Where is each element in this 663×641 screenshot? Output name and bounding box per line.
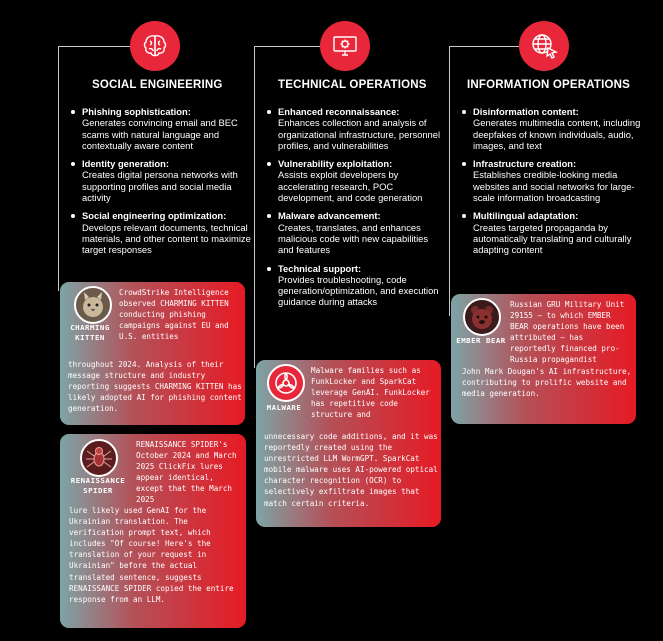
charming-kitten-label: CHARMING KITTEN (70, 323, 110, 342)
list-item: Infrastructure creation: Establishes credible-looking media websites and social networks for large-scale information broadcasting (461, 158, 641, 203)
renaissance-spider-avatar (80, 439, 118, 477)
column-title-information-operations: INFORMATION OPERATIONS (467, 79, 631, 91)
ember-bear-card (451, 294, 636, 424)
social-engineering-icon-badge (130, 21, 180, 71)
ember-bear-text-bottom: John Mark Dougan's AI infrastructure, contributing to prolific website and media generation. (462, 367, 632, 399)
information-operations-list (461, 106, 641, 263)
list-item: Enhanced reconnaissance: Enhances collection and analysis of organizational infrastructure, personnel profiles, and vulnerabilities (266, 106, 446, 151)
charming-kitten-card (60, 282, 245, 425)
list-item: Disinformation content: Generates multimedia content, including deepfakes of known individuals, audio, images, and text (461, 106, 641, 151)
technical-operations-icon-badge (320, 21, 370, 71)
list-item: Identity generation: Creates digital persona networks with supporting profiles and social media activity (70, 158, 255, 203)
renaissance-spider-label: RENAISSANCE SPIDER (70, 476, 126, 495)
malware-label: MALWARE (266, 403, 302, 412)
gear-monitor-icon (330, 31, 360, 61)
column-title-technical-operations: TECHNICAL OPERATIONS (278, 79, 427, 91)
list-item: Vulnerability exploitation: Assists exploit developers by accelerating research, POC development, and code generation (266, 158, 446, 203)
list-item: Social engineering optimization: Develops relevant documents, technical materials, and other content to maximize target responses (70, 210, 255, 255)
connector-line (254, 46, 255, 368)
malware-card (256, 360, 441, 527)
cat-icon (76, 288, 110, 322)
list-item: Technical support: Provides troubleshooting, code generation/optimization, and execution guidance during attacks (266, 263, 446, 308)
information-operations-icon-badge (519, 21, 569, 71)
list-item: Multilingual adaptation: Creates targeted propaganda by automatically translating and culturally adapting content (461, 210, 641, 255)
social-engineering-list (70, 106, 255, 263)
technical-operations-list (266, 106, 446, 315)
globe-cursor-icon (529, 31, 559, 61)
malware-text-bottom: unnecessary code additions, and it was reportedly created using the unrestricted LLM WormGPT. SparkCat mobile malware uses AI-powered optical character recognition (OCR) to selectively exfiltrate images that match certain criteria. (264, 432, 438, 508)
brain-icon (140, 31, 170, 61)
column-title-social-engineering: SOCIAL ENGINEERING (92, 79, 223, 91)
bear-icon (465, 300, 499, 334)
connector-line (58, 46, 130, 47)
ember-bear-text-top: Russian GRU Military Unit 29155 — to which EMBER BEAR operations have been attributed — has reportedly financed pro-Russia propagandist (510, 300, 625, 365)
connector-line (254, 46, 320, 47)
malware-text-top: Malware families such as FunkLocker and SparkCat leverage GenAI. FunkLocker has repetitive code structure and (311, 366, 430, 420)
renaissance-spider-text-top: RENAISSANCE SPIDER's October 2024 and March 2025 ClickFix lures appear identical, except that the March 2025 (136, 440, 237, 505)
list-item: Phishing sophistication: Generates convincing email and BEC scams with natural language and contextually aware content (70, 106, 255, 151)
connector-line (449, 46, 450, 316)
ember-bear-avatar (463, 298, 501, 336)
connector-line (58, 46, 59, 291)
ember-bear-label: EMBER BEAR (456, 336, 506, 345)
biohazard-icon (269, 366, 303, 400)
malware-avatar (267, 364, 305, 402)
connector-line (449, 46, 519, 47)
renaissance-spider-text-bottom: lure likely used GenAI for the Ukrainian translation. The verification prompt text, which includes "Of course! Here's the translation of your request in Ukrainian" before the actual translated sentence, suggests RENAISSANCE SPIDER copied the entire response from an LLM. (69, 506, 234, 604)
charming-kitten-text-bottom: throughout 2024. Analysis of their message structure and industry reporting suggests CHARMING KITTEN has likely adopted AI for phishing content generation. (68, 360, 242, 414)
spider-icon (82, 441, 116, 475)
charming-kitten-text-top: CrowdStrike Intelligence observed CHARMING KITTEN conducting phishing campaigns against EU and U.S. entities (119, 288, 229, 342)
renaissance-spider-card (60, 434, 246, 628)
list-item: Malware advancement: Creates, translates, and enhances malicious code with new capabilities and features (266, 210, 446, 255)
charming-kitten-avatar (74, 286, 112, 324)
